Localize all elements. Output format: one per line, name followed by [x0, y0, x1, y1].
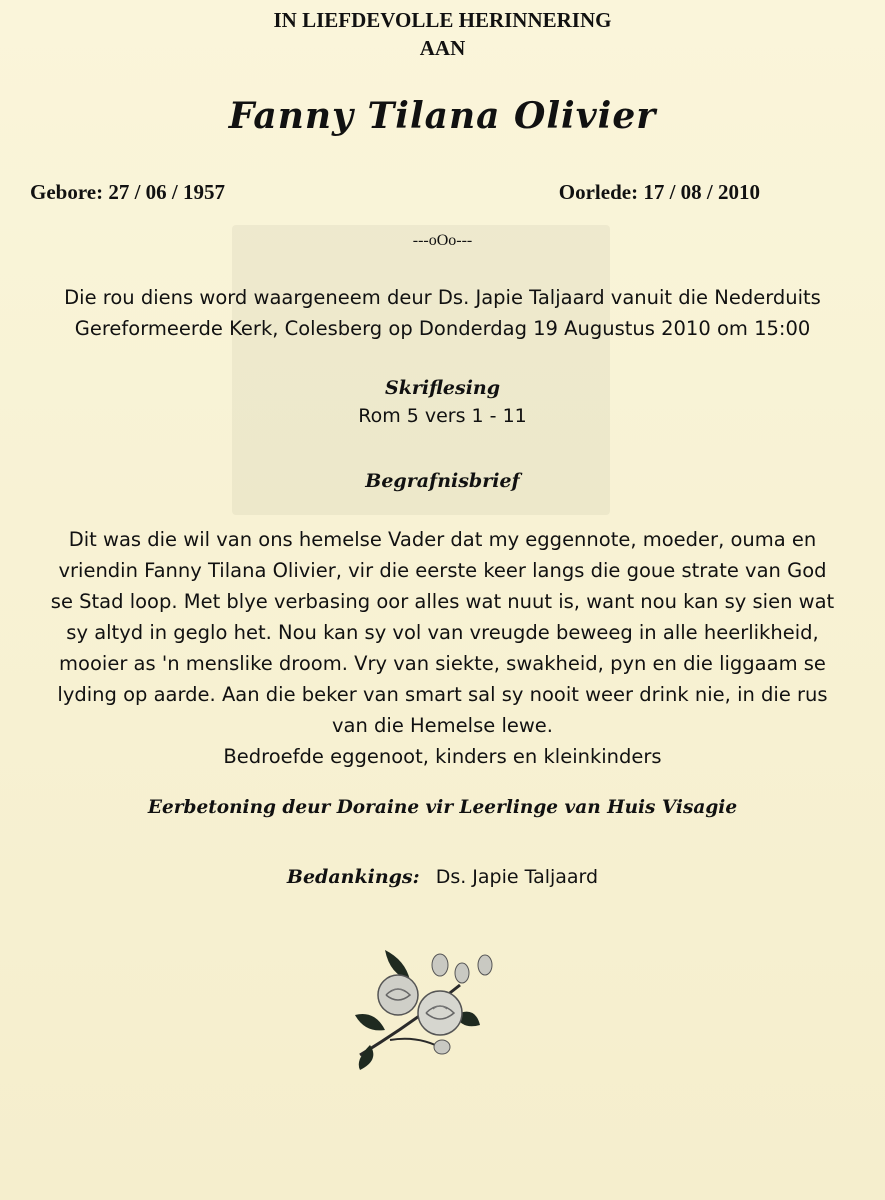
thanks-line — [0, 866, 885, 888]
thanks-name: Ds. Japie Taljaard — [435, 866, 599, 888]
roses-icon — [350, 945, 510, 1075]
thanks-label: Bedankings: — [286, 866, 420, 888]
service-line: Die rou diens word waargeneem deur Ds. Japie Taljaard vanuit die Nederduits — [64, 286, 821, 309]
header-title: IN LIEFDEVOLLE HERINNERING — [273, 8, 612, 32]
service-text — [30, 282, 855, 344]
letter-heading: Begrafnisbrief — [365, 470, 520, 492]
service-line: Gereformeerde Kerk, Colesberg op Donderdag 19 Augustus 2010 om 15:00 — [74, 317, 811, 340]
tribute-line: Eerbetoning deur Doraine vir Leerlinge van Huis Visagie — [147, 797, 738, 818]
letter-line: sy altyd in geglo het. Nou kan sy vol van vreugde beweeg in alle heerlikheid, — [66, 621, 819, 644]
letter-line: van die Hemelse lewe. — [331, 714, 554, 737]
birth-date: Gebore: 27 / 06 / 1957 — [30, 180, 226, 204]
scripture-reference: Rom 5 vers 1 - 11 — [358, 405, 527, 427]
deceased-name: Fanny Tilana Olivier — [228, 95, 657, 137]
letter-body — [30, 524, 855, 772]
letter-line: vriendin Fanny Tilana Olivier, vir die eerste keer langs die goue strate van God — [58, 559, 827, 582]
letter-line: lyding op aarde. Aan die beker van smart sal sy nooit weer drink nie, in die rus — [57, 683, 828, 706]
death-date: Oorlede: 17 / 08 / 2010 — [558, 180, 760, 204]
letter-line: mooier as 'n menslike droom. Vry van siekte, swakheid, pyn en die liggaam se — [59, 652, 826, 675]
header-subtitle: AAN — [419, 36, 466, 60]
letter-line: Dit was die wil van ons hemelse Vader dat my eggennote, moeder, ouma en — [68, 528, 817, 551]
scripture-heading: Skriflesing — [384, 377, 501, 399]
divider: ---oOo--- — [412, 232, 473, 249]
letter-signature: Bedroefde eggenoot, kinders en kleinkinders — [223, 745, 662, 768]
letter-line: se Stad loop. Met blye verbasing oor alles wat nuut is, want nou kan sy sien wat — [50, 590, 835, 613]
